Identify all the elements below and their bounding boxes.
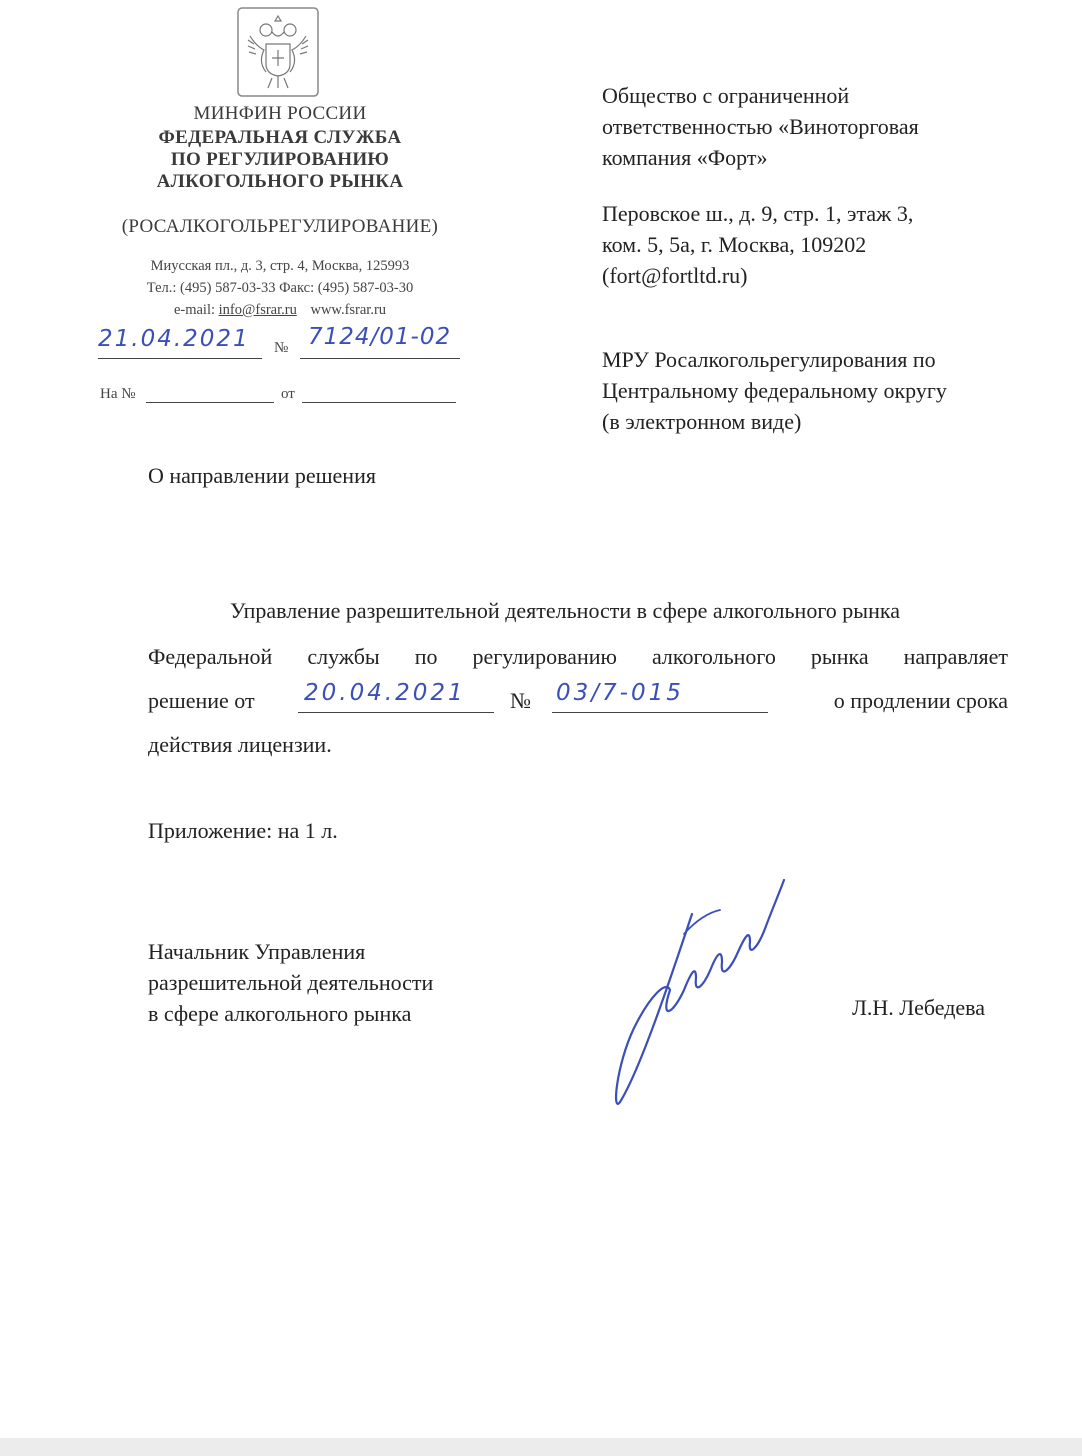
recipient-address	[602, 198, 1042, 291]
attachment-note: Приложение: на 1 л.	[148, 818, 338, 843]
service-name-line: ПО РЕГУЛИРОВАНИЮ	[170, 149, 390, 170]
recipient-company-line: Общество с ограниченной	[602, 83, 850, 108]
website-link[interactable]: www.fsrar.ru	[310, 302, 387, 318]
service-name	[60, 127, 500, 193]
recipient-address-line: ком. 5, 5а, г. Москва, 109202	[602, 232, 867, 257]
service-name-line: ФЕДЕРАЛЬНАЯ СЛУЖБА	[158, 127, 402, 148]
ref-label: На №	[100, 386, 136, 402]
email-link[interactable]: info@fsrar.ru	[218, 302, 297, 318]
recipient-regional	[602, 344, 1042, 437]
signer-position-line: разрешительной деятельности	[148, 970, 434, 995]
decision-number-line	[552, 680, 768, 713]
signer-position-line: в сфере алкогольного рынка	[148, 1001, 412, 1026]
signer-position-line: Начальник Управления	[148, 939, 366, 964]
decision-prefix: решение от	[148, 688, 255, 713]
signer-position	[148, 936, 433, 1029]
body-line: действия лицензии.	[148, 732, 332, 757]
page-bottom-edge	[0, 1438, 1082, 1456]
decision-number-handwritten: 03/7-015	[556, 680, 684, 706]
coat-of-arms-emblem	[236, 6, 320, 98]
recipient-address-line: (fort@fortltd.ru)	[602, 263, 748, 288]
ref-date-line	[302, 386, 456, 403]
ref-from-label: от	[281, 386, 295, 402]
decision-date-line	[298, 680, 494, 713]
service-address: Миусская пл., д. 3, стр. 4, Москва, 125993	[150, 258, 410, 274]
service-short-name: (РОСАЛКОГОЛЬРЕГУЛИРОВАНИЕ)	[121, 216, 439, 237]
body-line: Управление разрешительной деятельности в сфере алкогольного рынка	[230, 598, 900, 623]
recipient-address-line: Перовское ш., д. 9, стр. 1, этаж 3,	[602, 201, 914, 226]
decision-number-label: №	[510, 688, 531, 713]
letter-subject: О направлении решения	[148, 463, 376, 488]
ref-number-line	[146, 386, 274, 403]
decision-date-handwritten: 20.04.2021	[304, 680, 466, 706]
reg-number-handwritten: 7124/01-02	[308, 324, 452, 350]
body-line: Федеральной службы по регулированию алкогольного рынка направляет	[148, 644, 1008, 669]
recipient-company	[602, 80, 1042, 173]
reg-number-label: №	[274, 340, 289, 356]
service-email-line	[60, 299, 500, 321]
recipient-company-line: компания «Форт»	[602, 145, 768, 170]
ministry-name: МИНФИН РОССИИ	[193, 103, 367, 124]
reg-date-line	[98, 326, 262, 359]
recipient-regional-line: (в электронном виде)	[602, 409, 802, 434]
signer-name: Л.Н. Лебедева	[852, 995, 986, 1020]
recipient-company-line: ответственностью «Виноторговая	[602, 114, 919, 139]
reg-number-line	[300, 324, 460, 359]
recipient-regional-line: МРУ Росалкогольрегулирования по	[602, 347, 936, 372]
service-phone: Тел.: (495) 587-03-33 Факс: (495) 587-03-30	[146, 280, 414, 296]
service-name-line: АЛКОГОЛЬНОГО РЫНКА	[156, 171, 404, 192]
body-decision-line	[148, 680, 1008, 718]
recipient-regional-line: Центральному федеральному округу	[602, 378, 947, 403]
decision-suffix: о продлении срока	[833, 688, 1008, 713]
email-label: e-mail:	[173, 302, 216, 318]
service-contacts	[60, 255, 500, 321]
handwritten-signature	[600, 870, 800, 1115]
reg-date-handwritten: 21.04.2021	[98, 326, 250, 352]
